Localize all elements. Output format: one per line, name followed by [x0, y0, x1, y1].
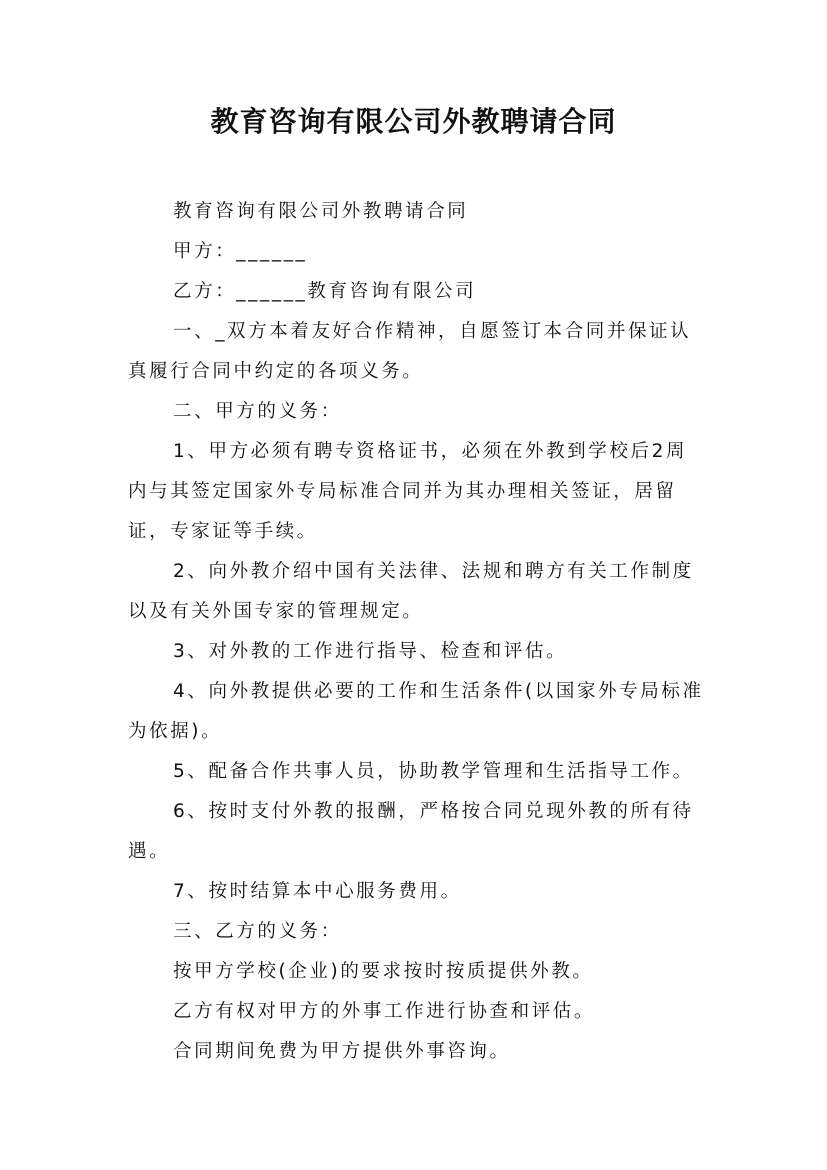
paragraph-item-1: 1、甲方必须有聘专资格证书，必须在外教到学校后2周内与其签定国家外专局标准合同并为其办理相关签证，居留证，专家证等手续。 — [128, 441, 688, 542]
paragraph-b-duty-3: 合同期间免费为甲方提供外事咨询。 — [173, 1041, 511, 1062]
paragraph-item-7: 7、按时结算本中心服务费用。 — [173, 881, 462, 902]
paragraph-item-3: 3、对外教的工作进行指导、检查和评估。 — [173, 641, 568, 662]
paragraph-party-b: 乙方：______教育咨询有限公司 — [173, 281, 477, 302]
paragraph-party-a: 甲方：______ — [173, 241, 308, 262]
paragraph-heading: 教育咨询有限公司外教聘请合同 — [173, 201, 469, 222]
paragraph-item-5: 5、配备合作共事人员，协助教学管理和生活指导工作。 — [173, 761, 694, 782]
document-body — [128, 192, 704, 1072]
paragraph-b-duty-2: 乙方有权对甲方的外事工作进行协查和评估。 — [173, 1001, 596, 1022]
paragraph-b-duty-1: 按甲方学校(企业)的要求按时按质提供外教。 — [173, 961, 594, 982]
paragraph-item-6: 6、按时支付外教的报酬，严格按合同兑现外教的所有待遇。 — [128, 801, 694, 862]
paragraph-item-2: 2、向外教介绍中国有关法律、法规和聘方有关工作制度以及有关外国专家的管理规定。 — [128, 561, 694, 622]
paragraph-item-4: 4、向外教提供必要的工作和生活条件(以国家外专局标准为依据)。 — [128, 681, 704, 742]
paragraph-section-1: 一、_双方本着友好合作精神，自愿签订本合同并保证认真履行合同中约定的各项义务。 — [128, 321, 692, 382]
document-title: 教育咨询有限公司外教聘请合同 — [210, 105, 617, 138]
paragraph-section-3-heading: 三、乙方的义务： — [173, 921, 342, 942]
paragraph-section-2-heading: 二、甲方的义务： — [173, 401, 342, 422]
